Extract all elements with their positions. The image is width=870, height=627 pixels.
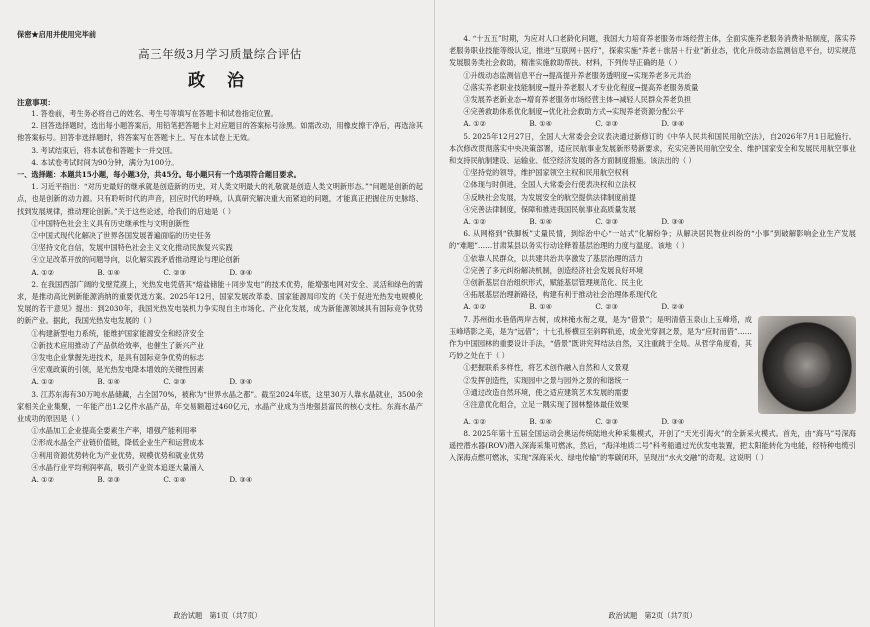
question-option: ③利用资源优势转化为产业优势，规模优势和就业优势 [31, 450, 204, 460]
answer-choices [17, 376, 423, 388]
question-option: ②新技术应用推动了产品供给效率，也催生了新兴产业 [31, 340, 204, 350]
question-option: ②落实养老职业技能制度→提升养老服人才专业化程度→提高养老服务质量 [463, 82, 699, 92]
page-footer: 政治试题 第1页（共7页） [173, 611, 262, 620]
choice-d[interactable]: D. ③④ [229, 267, 253, 277]
choice-a[interactable]: A. ①② [463, 119, 487, 129]
question-stem: 4. “十五五”时期，为应对人口老龄化问题，我国大力培育养老服务市场经营主体，全面实施养老服务消费补贴制度，落实养老服务职业技能等级认定，推进“互联网＋医疗”，探索实施“养老＋旅居＋行业”新业态，优化升级动态监测信息平台，切实规范发展服务类社会救助，精准实施救助帮扶。材料，下列传导正确的是（ ） [449, 34, 856, 68]
question-stem: 7. 苏州街水巷借两岸古树，成林掩水衔之观，是为“借景”；是明清借玉泉山上玉峰塔，成玉峰塔影之美，是为“远借”；十七孔桥横亘至斜晖轨迹，成金光穿洞之景，是为“应时而借”……作为中国园林的重要设计手法，“借景”既讲究拜结法自然，又注重跳于全局。从哲学角度看，其巧妙之处在于（ ） [449, 314, 752, 361]
question-option: ③创新基层自治组织形式，赋能基层管理规范化、民主化 [463, 278, 644, 288]
question-option: ④完善法律制度，保障和推进我国民航事业高质量发展 [463, 204, 636, 214]
choice-c[interactable]: C. ②③ [595, 217, 619, 227]
note-item: 2. 回答选择题时，选出每小题答案后，用铅笔把答题卡上对应题目的答案标号涂黑。如需改动，用橡皮擦干净后，再选涂其他答案标号。回答非选择题时，将答案写在答题卡上。写在本试卷上无效。 [17, 121, 423, 143]
choice-b[interactable]: B. ①④ [529, 119, 553, 129]
choice-d[interactable]: D. ③④ [229, 377, 253, 387]
choice-a[interactable]: A. ①② [31, 377, 55, 387]
question-option: ①中国特色社会主义具有历史继承性与文明创新性 [31, 218, 190, 228]
question-option: ①构建新型电力系统，能维护国家能源安全和经济安全 [31, 328, 204, 338]
question-stem: 3. 江苏东海有30万吨水晶储藏，占全国70%，被称为“世界水晶之都”。截至2024年底，这里30万人靠水晶就业，3500余家相关企业集聚，一年能产出1.2亿件水晶产品，年交易额超过460亿元，水晶产业成为当地强县富民的核心支柱。东海水晶产业成功的原因是（ ） [17, 389, 423, 424]
choice-a[interactable]: A. ①② [463, 302, 487, 312]
choice-c[interactable]: C. ②③ [163, 377, 187, 387]
answer-choices [17, 267, 423, 279]
answer-choices [449, 416, 856, 428]
choice-b[interactable]: B. ①④ [529, 302, 553, 312]
note-item: 4. 本试卷考试时间为90分钟，满分为100分。 [31, 157, 179, 167]
choice-d[interactable]: D. ③④ [229, 475, 253, 485]
question-option: ①升级动态监测信息平台→提高提升养老服务透明度→实现养老多元共治 [463, 70, 692, 80]
question-option: ④宏观政策的引领，是光热发电降本增效的关键性因素 [31, 365, 204, 375]
answer-choices [449, 118, 856, 130]
question-option: ②体现与时俱进，全国人大常委会行使表决权和立法权 [463, 180, 636, 190]
question-option: ③反映社会发展，为发展安全的航空提供法律制度前提 [463, 192, 636, 202]
choice-d[interactable]: D. ③④ [661, 217, 685, 227]
note-item: 1. 答卷前，考生务必将自己的姓名、考生号等填写在答题卡和试卷指定位置。 [31, 109, 278, 118]
note-item: 3. 考试结束后，将本试卷和答题卡一并交回。 [31, 145, 178, 155]
section-heading: 一、选择题：本题共15小题，每小题3分，共45分。每小题只有一个选项符合题目要求。 [17, 170, 301, 180]
choice-b[interactable]: B. ②③ [97, 475, 121, 485]
confidential-mark: 保密★启用并使用完毕前 [17, 30, 97, 39]
page-2 [435, 0, 870, 627]
question-option: ①水晶加工企业提高全要素生产率，增强产能利用率 [31, 426, 197, 436]
question-stem: 2. 在我国西部广阔的戈壁荒漠上，光热发电凭借其“熔盐储能＋同步发电”的技术优势，能增强电网对安全、灵活和绿色的需求，是推动高比例新能源消纳的重要优选方案。2025年12月，国家发展改革委、国家能源局印发的《关于促进光热发电规模化发展的若干意见》提出：到2030年，我国光热发电装机力争实现自主市场化、产业化发展，成为新能源领域具有国际竞争优势的新产业。据此，我国光热发电发展的（ ） [17, 279, 423, 326]
question-stem: 5. 2025年12月27日，全国人大常委会会议表决通过新修订的《中华人民共和国民用航空法》，自2026年7月1日起施行。本次修改贯彻落实中央决策部署，适应民航事业发展新形势新要求，充实完善民用航空安全、维护国家安全和发展民用航空事业和支持民航制建设、运输业、低空经济发展的各方面制度措施。该法出的（ ） [449, 131, 856, 166]
question-option: ②完善了多元纠纷解决机制，创造经济社会发展良好环境 [463, 265, 644, 275]
question-option: ②形成水晶全产业链价值链，降低企业生产和运营成本 [31, 438, 204, 448]
question-option: ④水晶行业平均利润率高，吸引产业资本追逐大量涌入 [31, 462, 204, 472]
question-option: ④拓展基层治理新路径，构建有利于推动社会治理体系现代化 [463, 290, 658, 300]
question-option: ④立足改革开放的问题导向，以化解实践矛盾推动理论与理论创新 [31, 255, 240, 265]
choice-b[interactable]: B. ①④ [97, 377, 121, 387]
question-option: ④完善救助体系优化制度→优化社会救助方式→实现养老资源分配公平 [463, 107, 684, 117]
question-option: ③发展养老新业态→增育养老服务市场经营主体→减轻人民群众养老负担 [463, 95, 692, 105]
answer-choices [449, 301, 856, 313]
question-option: ①坚持党的领导，维护国家领空主权和民用航空权利 [463, 168, 629, 178]
question-option: ②发挥创造性，实现园中之景与园外之景的和谐统一 [463, 375, 629, 385]
choice-a[interactable]: A. ①② [31, 267, 55, 277]
choice-a[interactable]: A. ①② [463, 416, 487, 426]
exam-title: 高三年级3月学习质量综合评估 [138, 47, 302, 61]
choice-b[interactable]: B. ①④ [529, 416, 553, 426]
choice-c[interactable]: C. ②③ [595, 416, 619, 426]
answer-choices [17, 474, 423, 486]
question-option: ③发电企业掌握先进技术，是具有国际竞争优势的标志 [31, 353, 204, 363]
question-stem: 6. 从网格到“铁脚板”丈量民情，到综治中心“一站式”化解纷争；从解决居民物业纠纷的“小事”到破解影响企业生产发展的“难题”……甘肃某县以务实行动诠释着基层治理的力度与温度。该地（ ） [449, 229, 856, 251]
question-option: ③坚持文化自信，发展中国特色社会主义文化推动民族复兴实践 [31, 243, 233, 253]
notes-heading: 注意事项： [17, 98, 55, 107]
question-option: ①把握联系多样性，将艺术创作融入自然和人文景观 [463, 363, 629, 373]
garden-photo-icon [758, 316, 856, 414]
choice-a[interactable]: A. ①② [31, 475, 55, 485]
choice-b[interactable]: B. ①④ [97, 267, 121, 277]
choice-c[interactable]: C. ②③ [595, 302, 619, 312]
question-stem: 8. 2025年第十五届全国运动会奥运传统陆地火种采集模式，开创了“天光引海火”的全新采火模式。首先，由“海马”号深海遥控潜水器(ROV)潜入深海采集可燃冰，然后，“海洋地质二号”科考船通过光伏发电装置，把太阳能转化为电能，经特种电缆引入深海点燃可燃冰，实现“深海采火、绿电传输”的零碳闭环，呈现出“水火交融”的奇观。这说明（ ） [449, 428, 856, 463]
choice-d[interactable]: D. ②④ [661, 302, 685, 312]
answer-choices [449, 216, 856, 228]
subject-title: 政 治 [188, 71, 252, 91]
choice-d[interactable]: D. ③④ [661, 416, 685, 426]
question-option: ③通过改造自然环境，使之适应建筑艺术发展的需要 [463, 387, 629, 397]
choice-c[interactable]: C. ①④ [163, 475, 187, 485]
choice-c[interactable]: C. ②③ [163, 267, 187, 277]
question-option: ①依靠人民群众，以共建共治共享激发了基层治理的活力 [463, 253, 644, 263]
choice-a[interactable]: A. ①② [463, 217, 487, 227]
question-option: ④注意优化组合，立足一隅实现了园林整体最佳效果 [463, 400, 629, 410]
choice-d[interactable]: D. ③④ [661, 119, 685, 129]
page-footer: 政治试题 第2页（共7页） [608, 611, 697, 620]
choice-c[interactable]: C. ②③ [595, 119, 619, 129]
question-stem: 1. 习近平指出：“对历史最好的继承就是创造新的历史，对人类文明最大的礼敬就是创造人类文明新形态。”“问题是创新的起点，也是创新的动力源。只有聆听时代的声音，回应时代的呼唤，认真研究解决重大而紧迫的问题，才能真正把握住历史脉络、找到发展规律，推动理论创新。”关于这些论述，给我们的启迪是（ ） [17, 182, 423, 216]
choice-b[interactable]: B. ①④ [529, 217, 553, 227]
question-option: ②中国式现代化解决了世界各国发展普遍面临的历史任务 [31, 231, 212, 241]
